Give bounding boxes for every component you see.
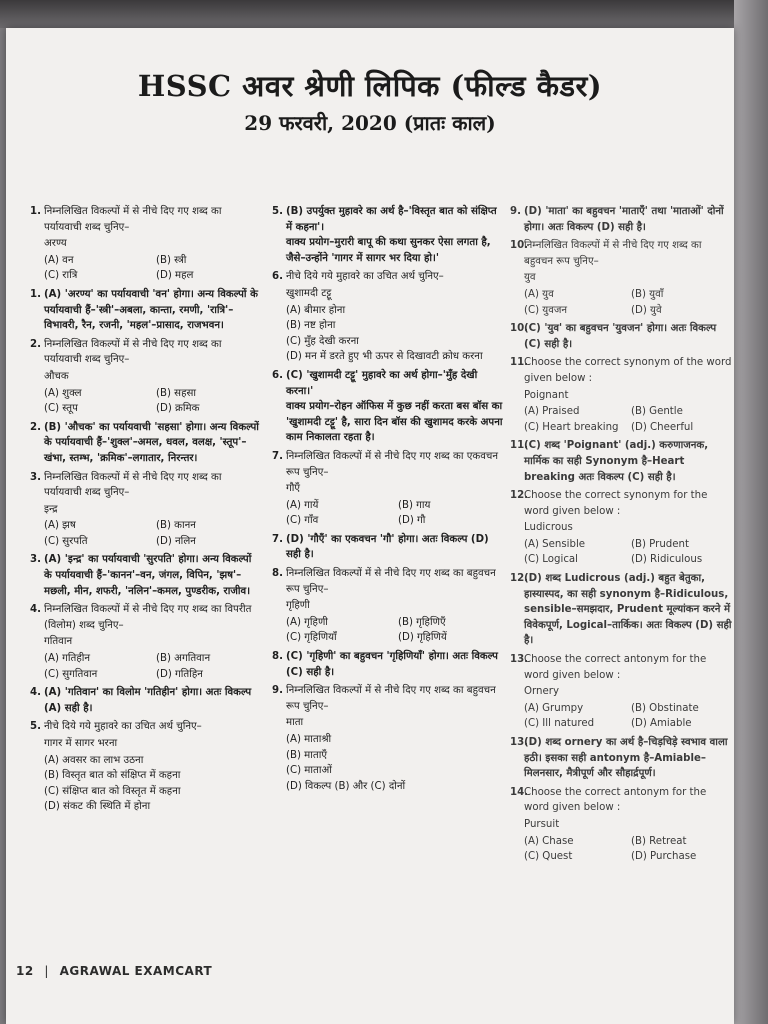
question-number: 14. xyxy=(510,786,529,798)
answer-item xyxy=(510,438,732,485)
answer-text: (D) शब्द ornery का अर्थ है–चिड़चिड़े स्वभाव वाला हठी। इसका सही antonym है–Amiable–मिलनसार, मैत्रीपूर्ण और सौहार्द्रपूर्ण। xyxy=(524,737,728,780)
option-item: (D) Cheerful xyxy=(631,421,694,433)
usage-text: –मुरारी बापू की कथा सुनकर ऐसा लगता है, जैसे–उन्होंने 'गागर में सागर भर दिया हो।' xyxy=(286,237,491,264)
options-list xyxy=(286,732,504,794)
option-item: (C) संक्षिप्त बात को विस्तृत में कहना xyxy=(44,785,181,797)
option-item: (B) अगतिवान xyxy=(156,653,211,665)
option-item: (D) गौ xyxy=(398,515,426,527)
question-number: 5. xyxy=(30,721,41,733)
option-item: (C) स्तूप xyxy=(44,403,78,415)
page-number: 12 xyxy=(16,964,34,978)
usage-label: वाक्य प्रयोग xyxy=(286,237,330,249)
page-footer xyxy=(16,964,212,978)
option-item: (C) सुरपति xyxy=(44,535,88,547)
question-stem: निम्नलिखित विकल्पों में से नीचे दिए गए शब्द का बहुवचन रूप चुनिए– xyxy=(286,568,496,595)
option-item: (B) Gentle xyxy=(631,406,683,418)
usage-text: –रोहन ऑफिस में कुछ नहीं करता बस बॉस का 'खुशामदी टट्टू' है, सारा दिन बॉस की खुशामद करके अपना काम निकालता रहता है। xyxy=(286,401,503,444)
question-stem: निम्नलिखित विकल्पों में से नीचे दिए गए शब्द का बहुवचन रूप चुनिए– xyxy=(286,685,496,712)
option-item: (B) स्त्री xyxy=(156,254,187,266)
question-word: गौएँ xyxy=(286,483,301,495)
answer-text: (A) 'गतिवान' का विलोम 'गतिहीन' होगा। अतः विकल्प (A) सही है। xyxy=(44,687,252,714)
question-number: 1. xyxy=(30,206,41,217)
options-list xyxy=(524,287,732,318)
option-item: (D) गृहिणियें xyxy=(398,632,447,644)
answer-text: (D) 'गौएँ' का एकवचन 'गौ' होगा। अतः विकल्प (D) सही है। xyxy=(286,533,489,561)
option-item: (D) युवे xyxy=(631,304,662,316)
question-stem: निम्नलिखित विकल्पों में से नीचे दिए गए शब्द का बहुवचन रूप चुनिए– xyxy=(524,240,702,267)
option-item: (D) नलिन xyxy=(156,535,196,547)
question-item xyxy=(30,719,262,815)
answer-text: (D) 'माता' का बहुवचन 'माताएँ' तथा 'माताओं' दोनों होगा। अतः विकल्प (D) सही है। xyxy=(524,206,724,233)
option-item: (D) Purchase xyxy=(631,851,697,863)
option-item: (C) रात्रि xyxy=(44,270,78,282)
option-item: (C) Logical xyxy=(524,554,579,566)
options-list xyxy=(524,834,732,865)
answer-text: (C) शब्द 'Poignant' (adj.) करुणाजनक, मार्मिक का सही Synonym है–Heart breaking अतः विकल्प (C) सही है। xyxy=(524,440,709,483)
answer-text: (B) 'औचक' का पर्यायवाची 'सहसा' होगा। अन्य विकल्पों के पर्यायवाची हैं–'शुक्ल'–अमल, धवल, वलक्ष, 'स्तूप'–खंभा, स्तम्भ, 'क्रमिक'–लगातार, निरन्तर। xyxy=(44,421,259,464)
question-number: 7. xyxy=(272,450,283,462)
option-item: (A) गतिहीन xyxy=(44,653,91,665)
option-item: (D) Amiable xyxy=(631,718,692,730)
option-item: (B) गृहिणिएँ xyxy=(398,616,446,628)
question-number: 9. xyxy=(272,685,283,697)
question-item xyxy=(30,602,262,682)
option-item: (C) गाँव xyxy=(286,515,319,527)
usage-example xyxy=(286,235,504,266)
question-stem: Choose the correct synonym for the word given below : xyxy=(524,490,708,517)
question-stem: निम्नलिखित विकल्पों में से नीचे दिए गए शब्द का विपरीत (विलोम) शब्द चुनिए– xyxy=(44,604,252,631)
answer-text: (A) 'अरण्य' का पर्यायवाची 'वन' होगा। अन्य विकल्पों के पर्यायवाची हैं–'स्त्री'–अबला, कान्ता, रमणी, 'रात्रि'–विभावरी, रैन, रजनी, 'महल'–प्रासाद, राजभवन। xyxy=(44,288,258,332)
question-number: 4. xyxy=(30,604,41,616)
question-word: अरण्य xyxy=(44,238,67,250)
answer-text: (C) 'गृहिणी' का बहुवचन 'गृहिणियाँ' होगा। अतः विकल्प (C) सही है। xyxy=(286,651,498,678)
question-number: 8. xyxy=(272,568,283,580)
option-item: (D) संकट की स्थिति में होना xyxy=(44,801,151,813)
question-word: Ornery xyxy=(524,686,559,698)
answer-number: 10. xyxy=(510,323,529,335)
answer-text: (C) 'युव' का बहुवचन 'युवजन' होगा। अतः विकल्प (C) सही है। xyxy=(524,323,717,350)
options-list xyxy=(286,615,504,646)
options-list xyxy=(44,253,262,284)
answer-item xyxy=(510,571,732,649)
question-stem: Choose the correct synonym of the word given below : xyxy=(524,357,732,384)
question-word: Pursuit xyxy=(524,818,560,830)
answer-item xyxy=(272,532,504,563)
answer-number: 9. xyxy=(510,206,521,217)
question-word: गतिवान xyxy=(44,636,73,648)
question-stem: निम्नलिखित विकल्पों में से नीचे दिए गए शब्द का पर्यायवाची शब्द चुनिए– xyxy=(44,471,222,499)
question-word: खुशामदी टट्टू xyxy=(286,287,332,299)
answer-item xyxy=(30,685,262,716)
option-item: (B) कानन xyxy=(156,520,196,532)
document-page xyxy=(6,28,734,1024)
options-list xyxy=(286,303,504,365)
answer-item xyxy=(30,287,262,334)
brand-name: AGRAWAL EXAMCART xyxy=(59,964,213,978)
option-item: (A) माताश्री xyxy=(286,734,332,745)
option-item: (C) Heart breaking xyxy=(524,421,619,433)
options-list xyxy=(44,518,262,549)
answer-text: (A) 'इन्द्र' का पर्यायवाची 'सुरपति' होगा। अन्य विकल्पों के पर्यायवाची हैं–'कानन'–वन, जंगल, विपिन, 'झष'–मछली, मीन, शफरी, 'नलिन'–कमल, पुण्डरीक, राजीव। xyxy=(44,554,252,597)
question-word: युव xyxy=(524,272,536,284)
option-item: (B) विस्तृत बात को संक्षिप्त में कहना xyxy=(44,770,181,782)
answer-number: 3. xyxy=(30,554,41,566)
question-item xyxy=(30,204,262,284)
option-item: (A) Grumpy xyxy=(524,702,584,714)
answer-number: 1. xyxy=(30,288,41,300)
question-item xyxy=(30,337,262,417)
question-stem: निम्नलिखित विकल्पों में से नीचे दिए गए शब्द का एकवचन रूप चुनिए– xyxy=(286,450,498,478)
option-item: (A) Chase xyxy=(524,835,574,847)
option-item: (A) झष xyxy=(44,520,76,532)
question-number: 6. xyxy=(272,271,283,283)
option-item: (A) गृहिणी xyxy=(286,616,328,628)
question-word: Poignant xyxy=(524,389,569,401)
option-item: (D) गतिहिन xyxy=(156,668,203,680)
question-word: Ludicrous xyxy=(524,522,573,534)
option-item: (A) Sensible xyxy=(524,538,586,550)
option-item: (C) माताओं xyxy=(286,765,332,777)
question-word: माता xyxy=(286,717,304,729)
option-item: (B) नष्ट होना xyxy=(286,320,336,332)
options-list xyxy=(524,404,732,435)
page-header xyxy=(6,66,734,136)
option-item: (A) बीमार होना xyxy=(286,304,346,316)
question-number: 12. xyxy=(510,490,529,502)
question-item xyxy=(510,785,732,865)
option-item: (D) क्रमिक xyxy=(156,403,200,415)
option-item: (B) गाय xyxy=(398,499,431,511)
question-item xyxy=(30,470,262,550)
question-number: 11. xyxy=(510,357,529,369)
question-item xyxy=(272,683,504,794)
option-item: (B) माताएँ xyxy=(286,749,327,761)
option-item: (A) शुक्ल xyxy=(44,387,82,399)
answer-number: 13. xyxy=(510,737,529,748)
photo-right-edge xyxy=(734,0,768,1024)
question-number: 13. xyxy=(510,654,529,666)
question-word: इन्द्र xyxy=(44,503,58,515)
usage-label: वाक्य प्रयोग xyxy=(286,401,330,413)
question-stem: निम्नलिखित विकल्पों में से नीचे दिए गए शब्द का पर्यायवाची शब्द चुनिए– xyxy=(44,206,222,233)
option-item: (C) गृहिणियाँ xyxy=(286,632,337,644)
option-item: (B) युवाँ xyxy=(631,288,664,300)
answer-number: 2. xyxy=(30,421,41,433)
answer-text: (D) शब्द Ludicrous (adj.) बहुत बेतुका, हास्यास्पद, का सही synonym है–Ridiculous, sensible–समझदार, Prudent मूल्यांकन करने में विवेकपूर्ण, Logical–तार्किक। अतः विकल्प (D) सही है। xyxy=(524,573,732,647)
page-title: HSSC अवर श्रेणी लिपिक (फील्ड कैडर) xyxy=(137,69,603,103)
photo-top-edge xyxy=(0,0,768,28)
option-item: (A) गायें xyxy=(286,499,319,511)
options-list xyxy=(44,651,262,682)
option-item: (C) सुगतिवान xyxy=(44,668,98,680)
answer-text: (C) 'खुशामदी टट्टू' मुहावरे का अर्थ होगा–'मुँह देखी करना।' xyxy=(286,369,478,397)
question-item xyxy=(510,238,732,318)
question-item xyxy=(510,652,732,732)
options-list xyxy=(44,753,262,815)
question-stem: नीचे दिये गये मुहावरे का उचित अर्थ चुनिए– xyxy=(286,271,444,283)
option-item: (B) Retreat xyxy=(631,835,687,847)
question-item xyxy=(272,566,504,646)
question-word: गृहिणी xyxy=(286,600,310,612)
answer-number: 8. xyxy=(272,651,283,663)
answer-number: 4. xyxy=(30,687,41,699)
answer-item xyxy=(272,368,504,446)
column-middle xyxy=(272,204,504,797)
option-item: (B) Prudent xyxy=(631,538,689,550)
column-left xyxy=(30,204,262,818)
question-item xyxy=(272,449,504,529)
question-number: 3. xyxy=(30,471,41,483)
answer-item xyxy=(272,649,504,680)
options-list xyxy=(524,537,732,568)
options-list xyxy=(524,701,732,732)
question-number: 2. xyxy=(30,338,41,350)
answer-item xyxy=(510,204,732,235)
page-subtitle: 29 फरवरी, 2020 (प्रातः काल) xyxy=(244,111,496,135)
option-item: (C) Quest xyxy=(524,851,573,863)
option-item: (C) युवजन xyxy=(524,304,568,316)
answer-text: (B) उपर्युक्त मुहावरे का अर्थ है–'विस्तृत बात को संक्षिप्त में कहना'। xyxy=(286,206,497,233)
answer-item xyxy=(30,552,262,599)
question-stem: Choose the correct antonym for the word given below : xyxy=(524,786,707,814)
answer-number: 11. xyxy=(510,440,529,452)
options-list xyxy=(44,386,262,417)
question-stem: Choose the correct antonym for the word given below : xyxy=(524,654,707,681)
option-item: (D) विकल्प (B) और (C) दोनों xyxy=(286,780,406,792)
question-item xyxy=(510,355,732,435)
question-stem: निम्नलिखित विकल्पों में से नीचे दिए गए शब्द का पर्यायवाची शब्द चुनिए– xyxy=(44,338,222,366)
option-item: (A) वन xyxy=(44,254,74,266)
question-word: औचक xyxy=(44,370,69,382)
question-item xyxy=(272,269,504,365)
footer-separator: | xyxy=(44,964,49,978)
usage-example xyxy=(286,399,504,446)
answer-number: 6. xyxy=(272,369,283,381)
answer-number: 7. xyxy=(272,533,283,545)
option-item: (B) Obstinate xyxy=(631,702,699,714)
question-word: गागर में सागर भरना xyxy=(44,738,118,749)
answer-item xyxy=(510,321,732,352)
option-item: (B) सहसा xyxy=(156,387,196,399)
question-stem: नीचे दिये गये मुहावरे का उचित अर्थ चुनिए– xyxy=(44,721,202,733)
column-right xyxy=(510,204,732,868)
option-item: (D) मन में डरते हुए भी ऊपर से दिखावटी क्रोध करना xyxy=(286,351,483,363)
option-item: (D) Ridiculous xyxy=(631,554,703,566)
option-item: (A) Praised xyxy=(524,406,580,418)
answer-number: 5. xyxy=(272,206,283,217)
answer-number: 12. xyxy=(510,573,529,585)
answer-item xyxy=(510,735,732,782)
question-number: 10. xyxy=(510,240,529,252)
option-item: (C) Ill natured xyxy=(524,718,595,730)
option-item: (D) महल xyxy=(156,270,194,282)
question-item xyxy=(510,488,732,568)
options-list xyxy=(286,498,504,529)
option-item: (A) अवसर का लाभ उठना xyxy=(44,754,144,766)
answer-item xyxy=(272,204,504,266)
option-item: (C) मुँह देखी करना xyxy=(286,335,359,347)
option-item: (A) युव xyxy=(524,288,554,300)
answer-item xyxy=(30,420,262,467)
